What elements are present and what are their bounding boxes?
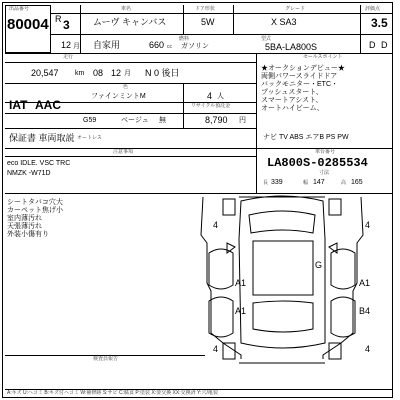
- tire-rear-right: [329, 343, 341, 359]
- warranty: 保証書 車両取説: [9, 133, 75, 143]
- make-label: 車名: [121, 6, 132, 12]
- sales-point: バックモニター・ETC・: [261, 81, 338, 88]
- sales-point: 両側パワースライドドア: [261, 73, 338, 80]
- a1-rear-mark: A1: [235, 306, 247, 316]
- inspector-note: 室内薄汚れ: [7, 215, 42, 222]
- remarks-label: 検査員報告: [93, 356, 119, 362]
- tire-fr-mark: 4: [365, 220, 371, 230]
- chassis-label: 車台番号: [315, 149, 336, 155]
- sales-point: ★オークションデビュー★: [261, 65, 345, 72]
- transmission: IAT: [9, 98, 28, 112]
- sales-point: プッシュスタート、: [261, 89, 323, 96]
- tire-front-left: [223, 199, 235, 215]
- inspection-year: 08: [93, 68, 104, 78]
- auction-sheet: [2, 2, 393, 398]
- seats: 4: [207, 91, 213, 101]
- right-side-outline: [323, 197, 363, 359]
- left-rear-door: [209, 297, 233, 337]
- sales-point: スマートアシスト、: [261, 97, 323, 104]
- model: 5BA-LA800S: [265, 42, 318, 52]
- color-code: G59: [83, 117, 97, 124]
- interior-grade: D: [369, 40, 376, 50]
- lot-label: 出品番号: [9, 6, 30, 12]
- b4-rear-mark: B4: [359, 306, 371, 316]
- mileage-label: 走行: [63, 54, 74, 60]
- top-view-body: [239, 196, 325, 348]
- displacement-unit: cc: [167, 44, 172, 50]
- dims-label: 寸法: [319, 170, 330, 176]
- exterior-color: ファインミントM: [91, 93, 146, 100]
- seats-unit: 人: [217, 93, 224, 100]
- inspector-note: 外装小傷有り: [7, 231, 49, 238]
- recycle-fee: 8,790: [205, 115, 228, 125]
- inspector-note: シートタバコ穴大: [7, 199, 63, 206]
- tire-rl-mark: 4: [213, 344, 219, 354]
- chassis-number: LA800S-0285534: [267, 156, 368, 170]
- color-label: 色: [123, 84, 129, 90]
- width-prefix: 幅: [303, 180, 309, 186]
- usage: 自家用: [93, 40, 121, 50]
- notes-title: 注意事項: [113, 149, 134, 155]
- right-front-door: [331, 249, 355, 289]
- height-prefix: 高: [341, 180, 347, 186]
- options-extra: オートレス: [77, 135, 102, 141]
- tire-rr-mark: 4: [365, 344, 371, 354]
- car-name: ムーヴ キャンバス: [93, 17, 167, 27]
- month-unit: 月: [73, 43, 80, 50]
- grade: X SA3: [271, 17, 297, 27]
- month: 12: [61, 40, 72, 50]
- interior-suffix: 無: [159, 117, 166, 124]
- width: 147: [313, 179, 325, 186]
- inspector-note: 天張薄汚れ: [7, 223, 42, 230]
- grade-label: グレード: [285, 6, 306, 12]
- rear-hatch: [253, 301, 313, 332]
- length-prefix: 長: [263, 180, 269, 186]
- tire-fl-mark: 4: [213, 220, 219, 230]
- inspection-unit: 月: [124, 70, 131, 77]
- tire-rear-left: [223, 343, 235, 359]
- reg-mark: R: [55, 14, 62, 24]
- mileage-unit: km: [75, 70, 85, 77]
- inspection-suffix: N 0 後日: [145, 68, 180, 78]
- car-body-diagram: [3, 3, 394, 399]
- fuel: ガソリン: [181, 43, 209, 50]
- length: 339: [271, 179, 283, 186]
- doors-label: ドア形状: [195, 6, 215, 12]
- right-rear-door: [331, 297, 355, 337]
- recycle-unit: 円: [239, 117, 246, 124]
- recycle-label: リサイクル預託金: [191, 103, 231, 109]
- a1-left-mark: A1: [235, 278, 247, 288]
- sales-points-title: セールスポイント: [303, 54, 343, 60]
- lot-number: 80004: [7, 16, 49, 33]
- exterior-grade: D: [381, 40, 388, 50]
- roof-panel: [253, 241, 313, 295]
- a1-right-mark: A1: [359, 278, 371, 288]
- left-front-door: [209, 249, 233, 289]
- score-label: 評価点: [365, 6, 381, 12]
- year: 3: [63, 18, 70, 32]
- ac: AAC: [35, 98, 61, 112]
- inspection-month: 12: [111, 68, 122, 78]
- note-line-2: NMZK -W71D: [7, 170, 51, 177]
- model-label: 型式: [261, 36, 272, 42]
- displacement: 660: [149, 40, 165, 50]
- inspector-note: カーペット焦げ小: [7, 207, 63, 214]
- note-line-1: eco IDLE. VSC TRC: [7, 160, 71, 167]
- g-mark: G: [315, 260, 323, 270]
- interior-color: ベージュ: [121, 117, 149, 124]
- footer-disclaimer: A:キズ U:ヘコミ B:キズ付ヘコミ W:補修跡 S:サビ C:腐食 P:塗装 X:要交換 XX:交換済 Y:穴/亀裂: [7, 390, 218, 396]
- equipment-list: ナビ TV ABS エアB PS PW: [263, 134, 349, 141]
- windshield: [249, 211, 315, 233]
- score: 3.5: [371, 16, 388, 30]
- mileage: 20,547: [31, 68, 59, 78]
- fuel-label: 燃料: [179, 36, 190, 42]
- height: 165: [351, 179, 363, 186]
- tire-front-right: [329, 199, 341, 215]
- doors: 5W: [201, 17, 215, 27]
- sales-point: オートハイビーム、: [261, 105, 324, 112]
